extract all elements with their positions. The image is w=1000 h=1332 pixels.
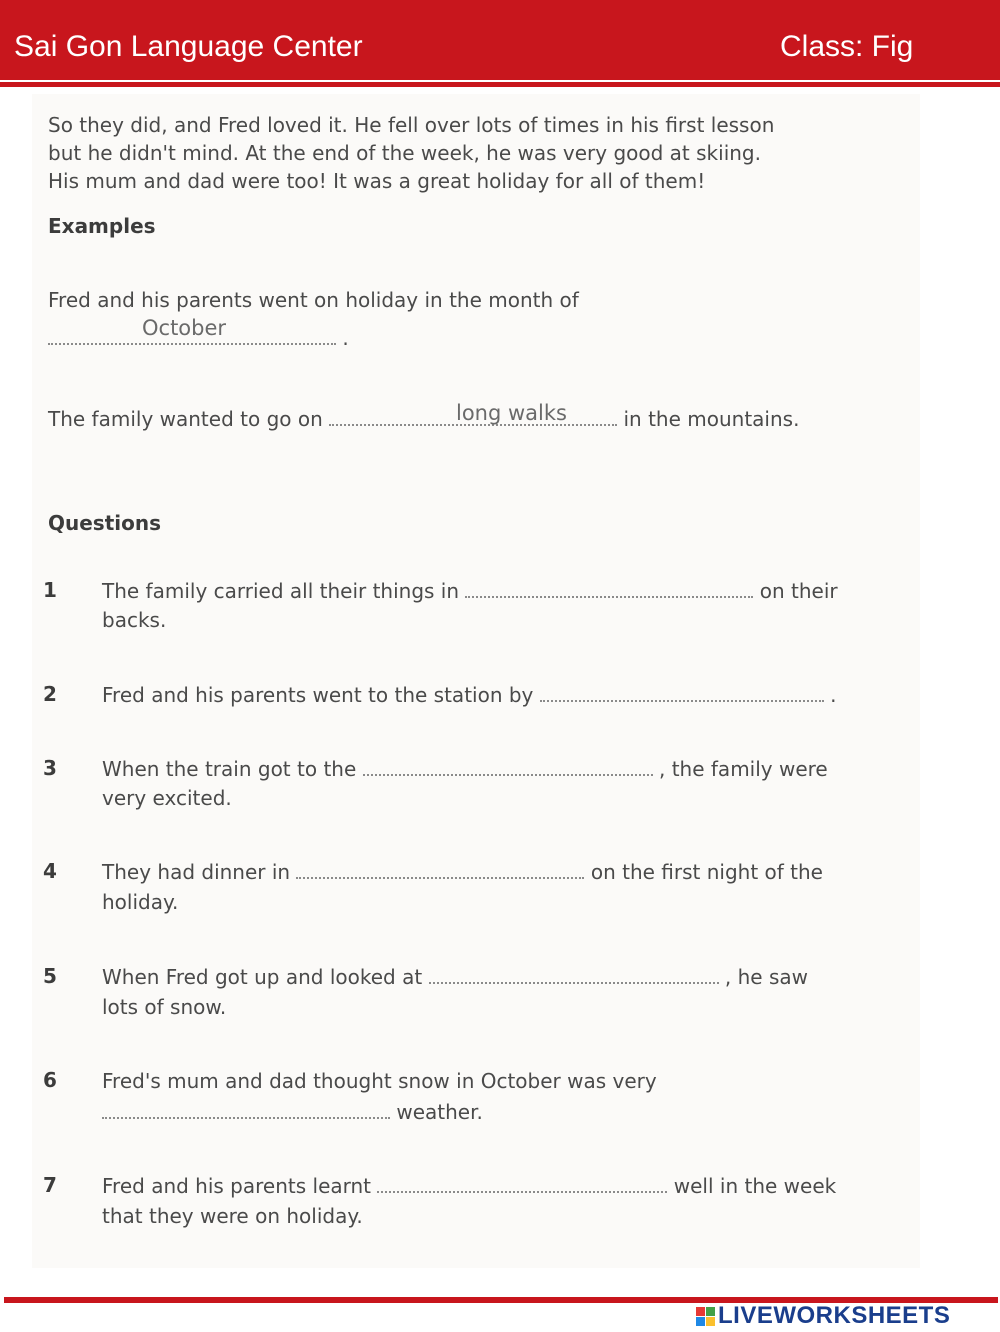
question-1-text-end: on their	[759, 579, 838, 603]
question-number: 3	[43, 756, 57, 780]
example-2-answer: long walks	[456, 401, 567, 425]
class-label: Class: Fig	[780, 30, 914, 63]
liveworksheets-logo	[696, 1302, 950, 1330]
logo-text: LIVEWORKSHEETS	[718, 1302, 951, 1329]
question-6-row2	[102, 1098, 483, 1126]
example-1-end: .	[342, 326, 349, 350]
question-number: 7	[43, 1173, 57, 1197]
header-divider	[0, 82, 1000, 87]
question-2-row	[102, 681, 836, 709]
question-6-blank[interactable]	[102, 1099, 390, 1119]
question-4-row	[102, 858, 823, 886]
question-1-line2: backs.	[102, 608, 167, 632]
question-4-text: They had dinner in	[102, 860, 291, 884]
question-5-text: When Fred got up and looked at	[102, 965, 423, 989]
question-number: 2	[43, 682, 57, 706]
example-1-answer: October	[142, 316, 227, 340]
question-3-text-end: , the family were	[659, 757, 828, 781]
question-1-row	[102, 577, 838, 605]
logo-icon	[696, 1307, 715, 1326]
examples-heading: Examples	[48, 214, 156, 238]
story-line: but he didn't mind. At the end of the week, he was very good at skiing.	[48, 141, 761, 165]
example-2-row	[48, 405, 799, 433]
question-2-blank[interactable]	[540, 682, 824, 702]
question-1-blank[interactable]	[465, 578, 753, 598]
question-6-text: Fred's mum and dad thought snow in October was very	[102, 1069, 657, 1093]
question-7-row	[102, 1172, 836, 1200]
question-5-row	[102, 963, 808, 991]
example-2-text: The family wanted to go on	[48, 407, 323, 431]
question-5-text-end: , he saw	[724, 965, 808, 989]
question-number: 1	[43, 578, 57, 602]
question-1-text: The family carried all their things in	[102, 579, 460, 603]
question-5-line2: lots of snow.	[102, 995, 227, 1019]
question-number: 4	[43, 859, 57, 883]
question-4-text-end: on the first night of the	[590, 860, 823, 884]
question-5-blank[interactable]	[429, 964, 719, 984]
center-name: Sai Gon Language Center	[14, 30, 363, 63]
questions-heading: Questions	[48, 511, 162, 535]
question-3-line2: very excited.	[102, 786, 232, 810]
question-4-blank[interactable]	[296, 859, 584, 879]
story-line: His mum and dad were too! It was a great holiday for all of them!	[48, 169, 706, 193]
example-2-text-end: in the mountains.	[623, 407, 800, 431]
question-7-blank[interactable]	[377, 1173, 667, 1193]
question-3-blank[interactable]	[363, 756, 653, 776]
question-4-line2: holiday.	[102, 890, 179, 914]
question-number: 5	[43, 964, 57, 988]
question-3-row	[102, 755, 828, 783]
question-7-text: Fred and his parents learnt	[102, 1174, 372, 1198]
question-7-line2: that they were on holiday.	[102, 1204, 363, 1228]
example-1-text: Fred and his parents went on holiday in the month of	[48, 288, 579, 312]
question-7-text-end: well in the week	[673, 1174, 837, 1198]
header-bar	[0, 0, 1000, 80]
story-line: So they did, and Fred loved it. He fell over lots of times in his first lesson	[48, 113, 775, 137]
question-2-text: Fred and his parents went to the station by	[102, 683, 534, 707]
question-3-text: When the train got to the	[102, 757, 357, 781]
question-number: 6	[43, 1068, 57, 1092]
question-2-text-end: .	[830, 683, 837, 707]
question-6-text-end: weather.	[396, 1100, 483, 1124]
